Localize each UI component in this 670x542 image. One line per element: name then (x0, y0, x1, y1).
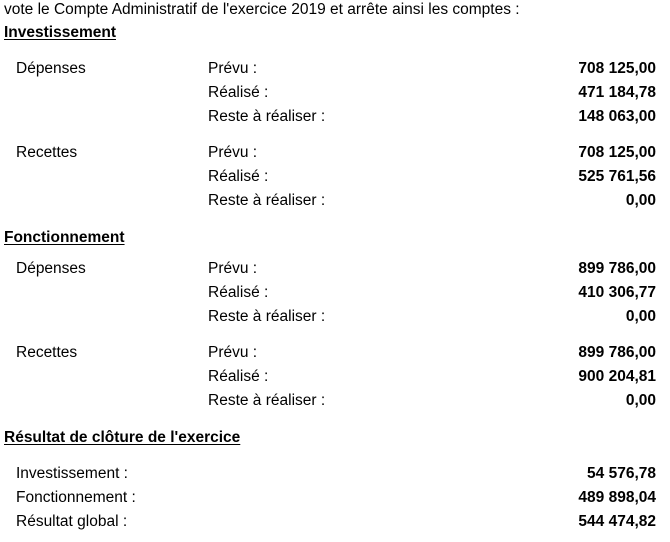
row-value: 0,00 (625, 308, 656, 325)
row-label: Prévu : (208, 60, 258, 77)
row-label: Réalisé : (208, 284, 269, 301)
row-value: 0,00 (625, 392, 656, 409)
row-label: Réalisé : (208, 84, 269, 101)
row-value: 899 786,00 (578, 344, 656, 361)
row-label: Réalisé : (208, 168, 269, 185)
row-value: 708 125,00 (578, 60, 656, 77)
row-label: Reste à réaliser : (208, 392, 326, 409)
row-label: Reste à réaliser : (208, 308, 326, 325)
result-label-global: Résultat global : (16, 513, 128, 530)
result-value-fonctionnement: 489 898,04 (578, 489, 656, 506)
result-value-investissement: 54 576,78 (587, 465, 656, 482)
group-label-recettes: Recettes (16, 344, 78, 361)
section-title-fonctionnement: Fonctionnement (4, 229, 125, 246)
result-label-fonctionnement: Fonctionnement : (16, 489, 136, 506)
row-label: Reste à réaliser : (208, 192, 326, 209)
section-title-resultat: Résultat de clôture de l'exercice (4, 429, 241, 446)
section-title-investissement: Investissement (4, 24, 116, 41)
row-value: 525 761,56 (578, 168, 656, 185)
row-label: Prévu : (208, 260, 258, 277)
group-label-depenses: Dépenses (16, 60, 86, 77)
result-label-investissement: Investissement : (16, 465, 128, 482)
result-value-global: 544 474,82 (578, 513, 656, 530)
group-label-depenses: Dépenses (16, 260, 86, 277)
row-label: Reste à réaliser : (208, 108, 326, 125)
row-value: 471 184,78 (578, 84, 656, 101)
row-value: 708 125,00 (578, 144, 656, 161)
row-label: Prévu : (208, 344, 258, 361)
intro-text: vote le Compte Administratif de l'exercice 2019 et arrête ainsi les comptes : (4, 1, 520, 18)
row-value: 899 786,00 (578, 260, 656, 277)
row-label: Prévu : (208, 144, 258, 161)
row-label: Réalisé : (208, 368, 269, 385)
row-value: 148 063,00 (578, 108, 656, 125)
row-value: 0,00 (625, 192, 656, 209)
group-label-recettes: Recettes (16, 144, 78, 161)
row-value: 410 306,77 (578, 284, 656, 301)
row-value: 900 204,81 (578, 368, 656, 385)
